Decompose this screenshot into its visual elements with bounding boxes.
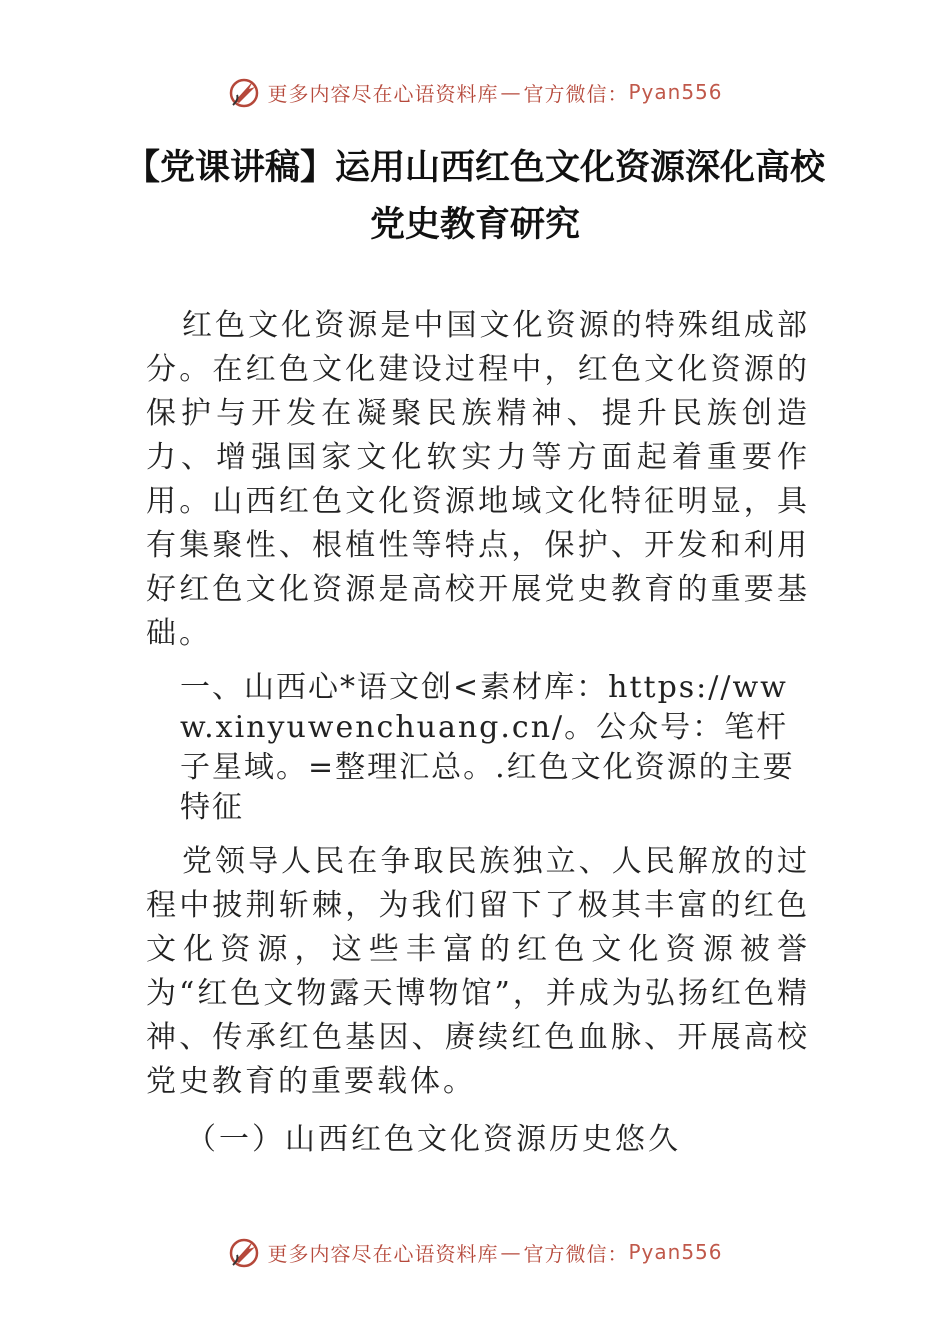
watermark-separator: — — [500, 1240, 522, 1264]
watermark-text: 更多内容尽在心语资料库 — [267, 81, 499, 106]
watermark-text: 更多内容尽在心语资料库 — [267, 1241, 499, 1266]
document-title-line1: 【党课讲稿】运用山西红色文化资源深化高校 — [124, 148, 825, 188]
quill-logo-icon — [227, 1235, 261, 1269]
watermark-separator: — — [500, 80, 522, 104]
watermark-label: 官方微信： — [523, 81, 629, 106]
paragraph-2: 党领导人民在争取民族独立、人民解放的过程中披荆斩棘，为我们留下了极其丰富的红色文化资源，这些丰富的红色文化资源被誉为“红色文物露天博物馆”，并成为弘扬红色精神、传承红色基因、赓续红色血脉、开展高校党史教育的重要载体。 — [146, 844, 810, 1099]
quill-logo-icon — [227, 75, 261, 109]
paragraph-intro: 红色文化资源是中国文化资源的特殊组成部分。在红色文化建设过程中，红色文化资源的保护与开发在凝聚民族精神、提升民族创造力、增强国家文化软实力等方面起着重要作用。山西红色文化资源地域文化特征明显，具有集聚性、根植性等特点，保护、开发和利用好红色文化资源是高校开展党史教育的重要基础。 — [146, 308, 810, 651]
watermark-label: 官方微信： — [523, 1241, 629, 1266]
subsection-heading-1: （一）山西红色文化资源历史悠久 — [186, 1122, 681, 1157]
watermark-id: Pyan556 — [628, 1240, 723, 1264]
footer-watermark — [0, 1232, 950, 1272]
section-heading-1: 一、山西心*语文创<素材库：https://www.xinyuwenchuang.cn/。公众号：笔杆子星域。=整理汇总。.红色文化资源的主要特征 — [180, 670, 795, 825]
document-title-line2: 党史教育研究 — [369, 205, 580, 245]
watermark-id: Pyan556 — [628, 80, 723, 104]
header-watermark — [0, 72, 950, 112]
